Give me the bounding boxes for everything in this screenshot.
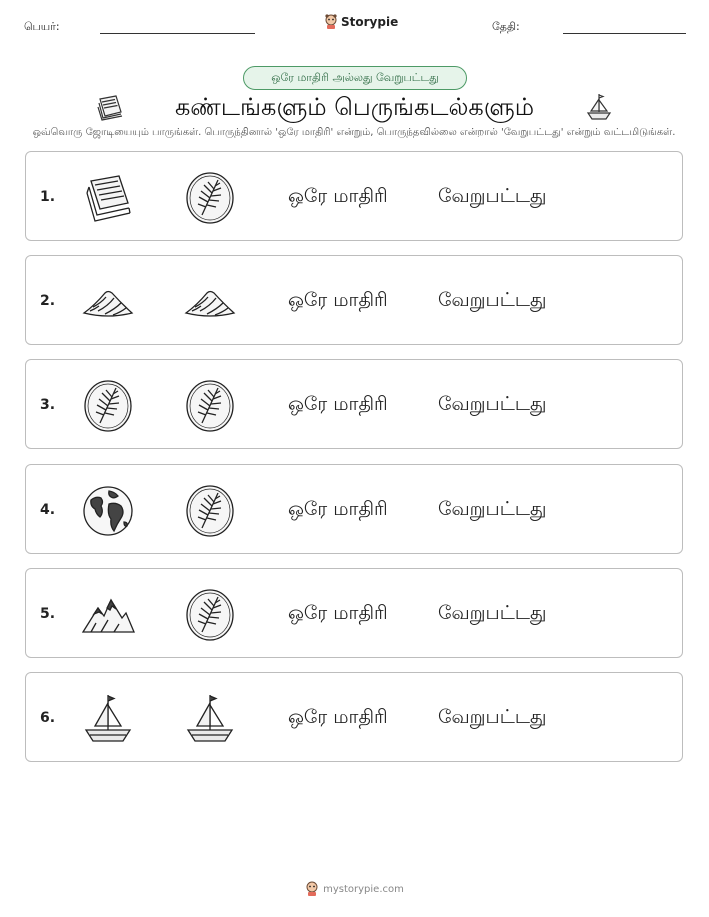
option-different[interactable]: வேறுபட்டது: [438, 706, 547, 728]
sailboat-icon: [183, 692, 237, 746]
question-row: [25, 151, 683, 241]
sailboat-icon: [81, 692, 135, 746]
question-number: 4.: [40, 502, 56, 518]
question-number: 5.: [40, 606, 56, 622]
question-number: 3.: [40, 397, 56, 413]
option-same[interactable]: ஒரே மாதிரி: [288, 289, 388, 311]
footer: [0, 879, 709, 899]
question-row: [25, 359, 683, 449]
question-row: [25, 255, 683, 345]
page-title: கண்டங்களும் பெருங்கடல்களும்: [174, 93, 535, 121]
map-book-icon: [81, 171, 135, 225]
worksheet-type-badge: ஒரே மாதிரி அல்லது வேறுபட்டது: [243, 66, 467, 90]
fossil-leaf-icon: [183, 171, 237, 225]
option-different[interactable]: வேறுபட்டது: [438, 393, 547, 415]
fossil-leaf-icon: [81, 379, 135, 433]
date-label: தேதி:: [492, 20, 520, 33]
sand-dune-icon: [81, 275, 135, 329]
fossil-leaf-icon: [183, 588, 237, 642]
option-same[interactable]: ஒரே மாதிரி: [288, 498, 388, 520]
option-different[interactable]: வேறுபட்டது: [438, 289, 547, 311]
question-row: [25, 464, 683, 554]
map-book-icon: [95, 93, 125, 121]
worksheet-header: [0, 14, 709, 38]
option-same[interactable]: ஒரே மாதிரி: [288, 185, 388, 207]
brand-logo: [324, 14, 398, 30]
mountain-icon: [81, 588, 135, 642]
question-number: 1.: [40, 189, 56, 205]
option-different[interactable]: வேறுபட்டது: [438, 498, 547, 520]
question-row: [25, 568, 683, 658]
footer-site: mystorypie.com: [323, 883, 404, 895]
instructions: ஒவ்வொரு ஜோடியையும் பாருங்கள். பொருந்தினால் 'ஒரே மாதிரி' என்றும், பொருந்தவில்லை என்றால் 'வேறுபட்டது' என்றும் வட்டமிடுங்கள்.: [32, 127, 676, 138]
storypie-mascot-icon: [305, 881, 319, 897]
option-different[interactable]: வேறுபட்டது: [438, 185, 547, 207]
fossil-leaf-icon: [183, 484, 237, 538]
globe-icon: [81, 484, 135, 538]
option-different[interactable]: வேறுபட்டது: [438, 602, 547, 624]
option-same[interactable]: ஒரே மாதிரி: [288, 393, 388, 415]
name-line: [100, 33, 255, 34]
title-row: [0, 90, 709, 124]
name-label: பெயர்:: [24, 20, 60, 33]
date-line: [563, 33, 686, 34]
instructions-container: [0, 127, 709, 143]
sand-dune-icon: [183, 275, 237, 329]
question-number: 6.: [40, 710, 56, 726]
fossil-leaf-icon: [183, 379, 237, 433]
brand-name: Storypie: [341, 15, 399, 29]
question-number: 2.: [40, 293, 56, 309]
option-same[interactable]: ஒரே மாதிரி: [288, 602, 388, 624]
option-same[interactable]: ஒரே மாதிரி: [288, 706, 388, 728]
question-row: [25, 672, 683, 762]
storypie-mascot-icon: [324, 14, 338, 30]
sailboat-icon: [585, 92, 613, 122]
